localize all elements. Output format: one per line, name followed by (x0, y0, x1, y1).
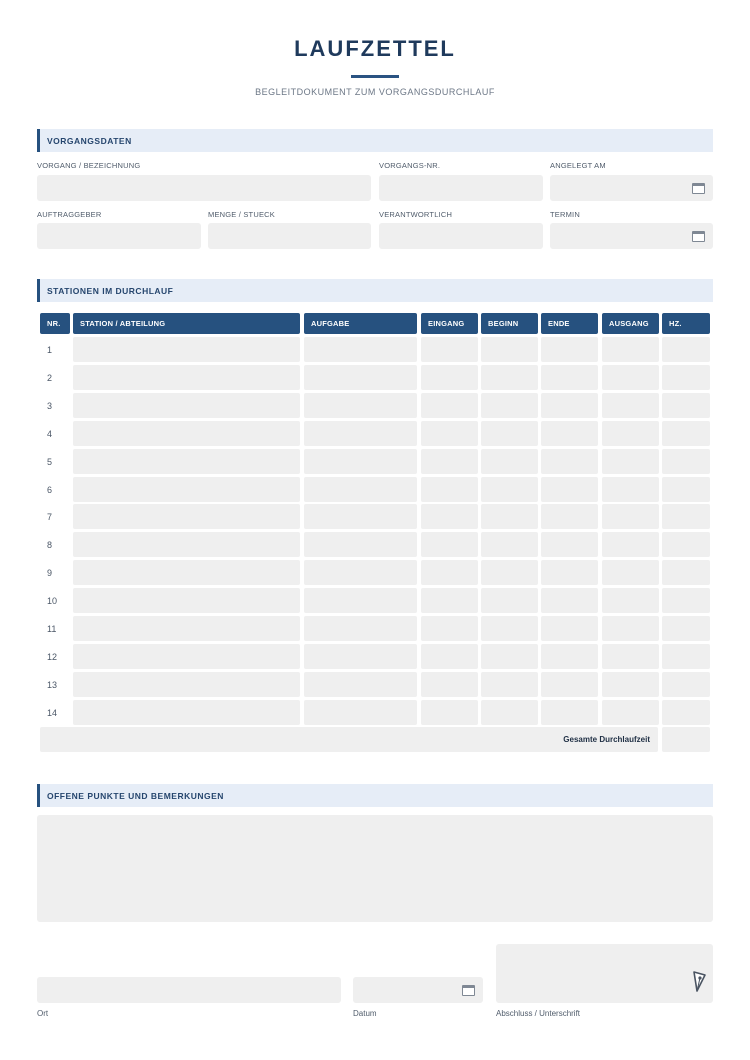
cell-station[interactable] (73, 421, 300, 446)
cell-ende[interactable] (541, 449, 598, 474)
cell-hz[interactable] (662, 365, 710, 390)
th-beginn: BEGINN (481, 313, 538, 334)
cell-aufgabe[interactable] (304, 644, 417, 669)
row-number: 2 (47, 372, 53, 383)
cell-beginn[interactable] (481, 588, 538, 613)
ort-label: Ort (37, 1009, 49, 1018)
cell-aufgabe[interactable] (304, 672, 417, 697)
cell-ausgang[interactable] (602, 504, 659, 529)
cell-eingang[interactable] (421, 616, 478, 641)
cell-station[interactable] (73, 449, 300, 474)
th-station: STATION / ABTEILUNG (73, 313, 300, 334)
row-number: 7 (47, 512, 53, 523)
datum-label: Datum (353, 1009, 377, 1018)
cell-hz[interactable] (662, 421, 710, 446)
cell-beginn[interactable] (481, 393, 538, 418)
label-angelegt-am: ANGELEGT AM (550, 161, 606, 170)
cell-eingang[interactable] (421, 477, 478, 502)
cell-ende[interactable] (541, 672, 598, 697)
cell-aufgabe[interactable] (304, 588, 417, 613)
cell-ende[interactable] (541, 588, 598, 613)
label-auftraggeber: AUFTRAGGEBER (37, 210, 102, 219)
cell-ende[interactable] (541, 477, 598, 502)
label-verantwortlich: VERANTWORTLICH (379, 210, 453, 219)
cell-ausgang[interactable] (602, 700, 659, 725)
cell-aufgabe[interactable] (304, 421, 417, 446)
cell-eingang[interactable] (421, 337, 478, 362)
signature-field[interactable] (496, 944, 713, 1003)
cell-station[interactable] (73, 588, 300, 613)
row-number: 11 (47, 624, 57, 634)
cell-beginn[interactable] (481, 449, 538, 474)
section-title: OFFENE PUNKTE UND BEMERKUNGEN (47, 791, 224, 801)
cell-eingang[interactable] (421, 365, 478, 390)
row-number: 4 (47, 428, 53, 439)
cell-ausgang[interactable] (602, 393, 659, 418)
field-bezeichnung[interactable] (37, 175, 371, 201)
label-termin: TERMIN (550, 210, 580, 219)
cell-beginn[interactable] (481, 477, 538, 502)
cell-hz[interactable] (662, 449, 710, 474)
cell-hz[interactable] (662, 504, 710, 529)
cell-station[interactable] (73, 560, 300, 585)
field-menge[interactable] (208, 223, 371, 249)
cell-hz[interactable] (662, 477, 710, 502)
calendar-icon[interactable] (462, 985, 475, 996)
cell-beginn[interactable] (481, 560, 538, 585)
cell-hz[interactable] (662, 393, 710, 418)
cell-beginn[interactable] (481, 700, 538, 725)
row-number: 10 (47, 596, 58, 607)
th-ausgang: AUSGANG (602, 313, 659, 334)
cell-ende[interactable] (541, 700, 598, 725)
cell-station[interactable] (73, 337, 300, 362)
cell-ausgang[interactable] (602, 532, 659, 557)
row-number: 5 (47, 456, 53, 467)
cell-ende[interactable] (541, 421, 598, 446)
label-vorgangs-nr: VORGANGS-NR. (379, 161, 441, 170)
cell-ausgang[interactable] (602, 337, 659, 362)
calendar-icon[interactable] (692, 231, 705, 242)
cell-ausgang[interactable] (602, 449, 659, 474)
th-ende: ENDE (541, 313, 598, 334)
th-aufgabe: AUFGABE (304, 313, 417, 334)
row-number: 9 (47, 568, 53, 579)
field-vorgangs-nr[interactable] (379, 175, 543, 201)
cell-aufgabe[interactable] (304, 700, 417, 725)
pen-icon (691, 970, 707, 994)
cell-eingang[interactable] (421, 421, 478, 446)
cell-ende[interactable] (541, 560, 598, 585)
row-number: 8 (47, 540, 53, 551)
cell-eingang[interactable] (421, 644, 478, 669)
cell-station[interactable] (73, 616, 300, 641)
section-header-vorgangsdaten (37, 129, 713, 152)
cell-ende[interactable] (541, 644, 598, 669)
cell-beginn[interactable] (481, 616, 538, 641)
field-verantwortlich[interactable] (379, 223, 543, 249)
cell-eingang[interactable] (421, 504, 478, 529)
cell-aufgabe[interactable] (304, 477, 417, 502)
section-header-stationen (37, 279, 713, 302)
cell-beginn[interactable] (481, 672, 538, 697)
cell-ausgang[interactable] (602, 672, 659, 697)
row-number: 6 (47, 484, 53, 495)
cell-eingang[interactable] (421, 700, 478, 725)
cell-aufgabe[interactable] (304, 616, 417, 641)
cell-ausgang[interactable] (602, 644, 659, 669)
cell-eingang[interactable] (421, 449, 478, 474)
section-title: STATIONEN IM DURCHLAUF (47, 286, 174, 296)
cell-ende[interactable] (541, 616, 598, 641)
total-hz-cell[interactable] (662, 727, 710, 752)
cell-ende[interactable] (541, 532, 598, 557)
cell-beginn[interactable] (481, 365, 538, 390)
remarks-textarea[interactable] (37, 815, 713, 922)
label-menge: MENGE / STUECK (208, 210, 275, 219)
row-number: 3 (47, 400, 53, 411)
label-bezeichnung: VORGANG / BEZEICHNUNG (37, 161, 141, 170)
cell-ende[interactable] (541, 504, 598, 529)
cell-ausgang[interactable] (602, 588, 659, 613)
calendar-icon[interactable] (692, 183, 705, 194)
cell-station[interactable] (73, 700, 300, 725)
cell-ende[interactable] (541, 393, 598, 418)
cell-ende[interactable] (541, 365, 598, 390)
cell-hz[interactable] (662, 560, 710, 585)
th-nr: NR. (40, 313, 70, 334)
cell-ausgang[interactable] (602, 560, 659, 585)
cell-aufgabe[interactable] (304, 560, 417, 585)
datum-field[interactable] (353, 977, 483, 1003)
cell-beginn[interactable] (481, 421, 538, 446)
th-eingang: EINGANG (421, 313, 478, 334)
cell-ausgang[interactable] (602, 365, 659, 390)
cell-ausgang[interactable] (602, 477, 659, 502)
cell-beginn[interactable] (481, 644, 538, 669)
cell-hz[interactable] (662, 532, 710, 557)
cell-beginn[interactable] (481, 532, 538, 557)
cell-station[interactable] (73, 393, 300, 418)
cell-hz[interactable] (662, 588, 710, 613)
row-number: 1 (47, 345, 53, 355)
cell-beginn[interactable] (481, 337, 538, 362)
field-termin[interactable] (550, 223, 713, 249)
page-title: LAUFZETTEL (294, 36, 456, 61)
cell-hz[interactable] (662, 672, 710, 697)
field-angelegt-am[interactable] (550, 175, 713, 201)
row-number: 13 (47, 679, 58, 690)
cell-eingang[interactable] (421, 560, 478, 585)
cell-beginn[interactable] (481, 504, 538, 529)
cell-hz[interactable] (662, 337, 710, 362)
ort-field[interactable] (37, 977, 341, 1003)
cell-station[interactable] (73, 504, 300, 529)
cell-eingang[interactable] (421, 672, 478, 697)
cell-station[interactable] (73, 477, 300, 502)
cell-ausgang[interactable] (602, 616, 659, 641)
cell-station[interactable] (73, 532, 300, 557)
cell-aufgabe[interactable] (304, 365, 417, 390)
cell-aufgabe[interactable] (304, 532, 417, 557)
cell-hz[interactable] (662, 644, 710, 669)
cell-hz[interactable] (662, 616, 710, 641)
cell-aufgabe[interactable] (304, 449, 417, 474)
cell-station[interactable] (73, 672, 300, 697)
row-number: 12 (47, 651, 58, 662)
cell-hz[interactable] (662, 700, 710, 725)
cell-aufgabe[interactable] (304, 393, 417, 418)
cell-eingang[interactable] (421, 393, 478, 418)
cell-station[interactable] (73, 644, 300, 669)
th-hz: HZ. (662, 313, 710, 334)
section-title: VORGANGSDATEN (47, 136, 132, 146)
total-label: Gesamte Durchlaufzeit (563, 735, 650, 744)
cell-ende[interactable] (541, 337, 598, 362)
cell-aufgabe[interactable] (304, 337, 417, 362)
cell-station[interactable] (73, 365, 300, 390)
field-auftraggeber[interactable] (37, 223, 201, 249)
signature-label: Abschluss / Unterschrift (496, 1009, 581, 1018)
section-header-bemerkungen (37, 784, 713, 807)
row-number: 14 (47, 707, 58, 718)
cell-eingang[interactable] (421, 588, 478, 613)
cell-ausgang[interactable] (602, 421, 659, 446)
cell-aufgabe[interactable] (304, 504, 417, 529)
total-row (40, 727, 658, 752)
title-underline (351, 75, 399, 78)
cell-eingang[interactable] (421, 532, 478, 557)
page-subtitle: BEGLEITDOKUMENT ZUM VORGANGSDURCHLAUF (255, 87, 495, 97)
